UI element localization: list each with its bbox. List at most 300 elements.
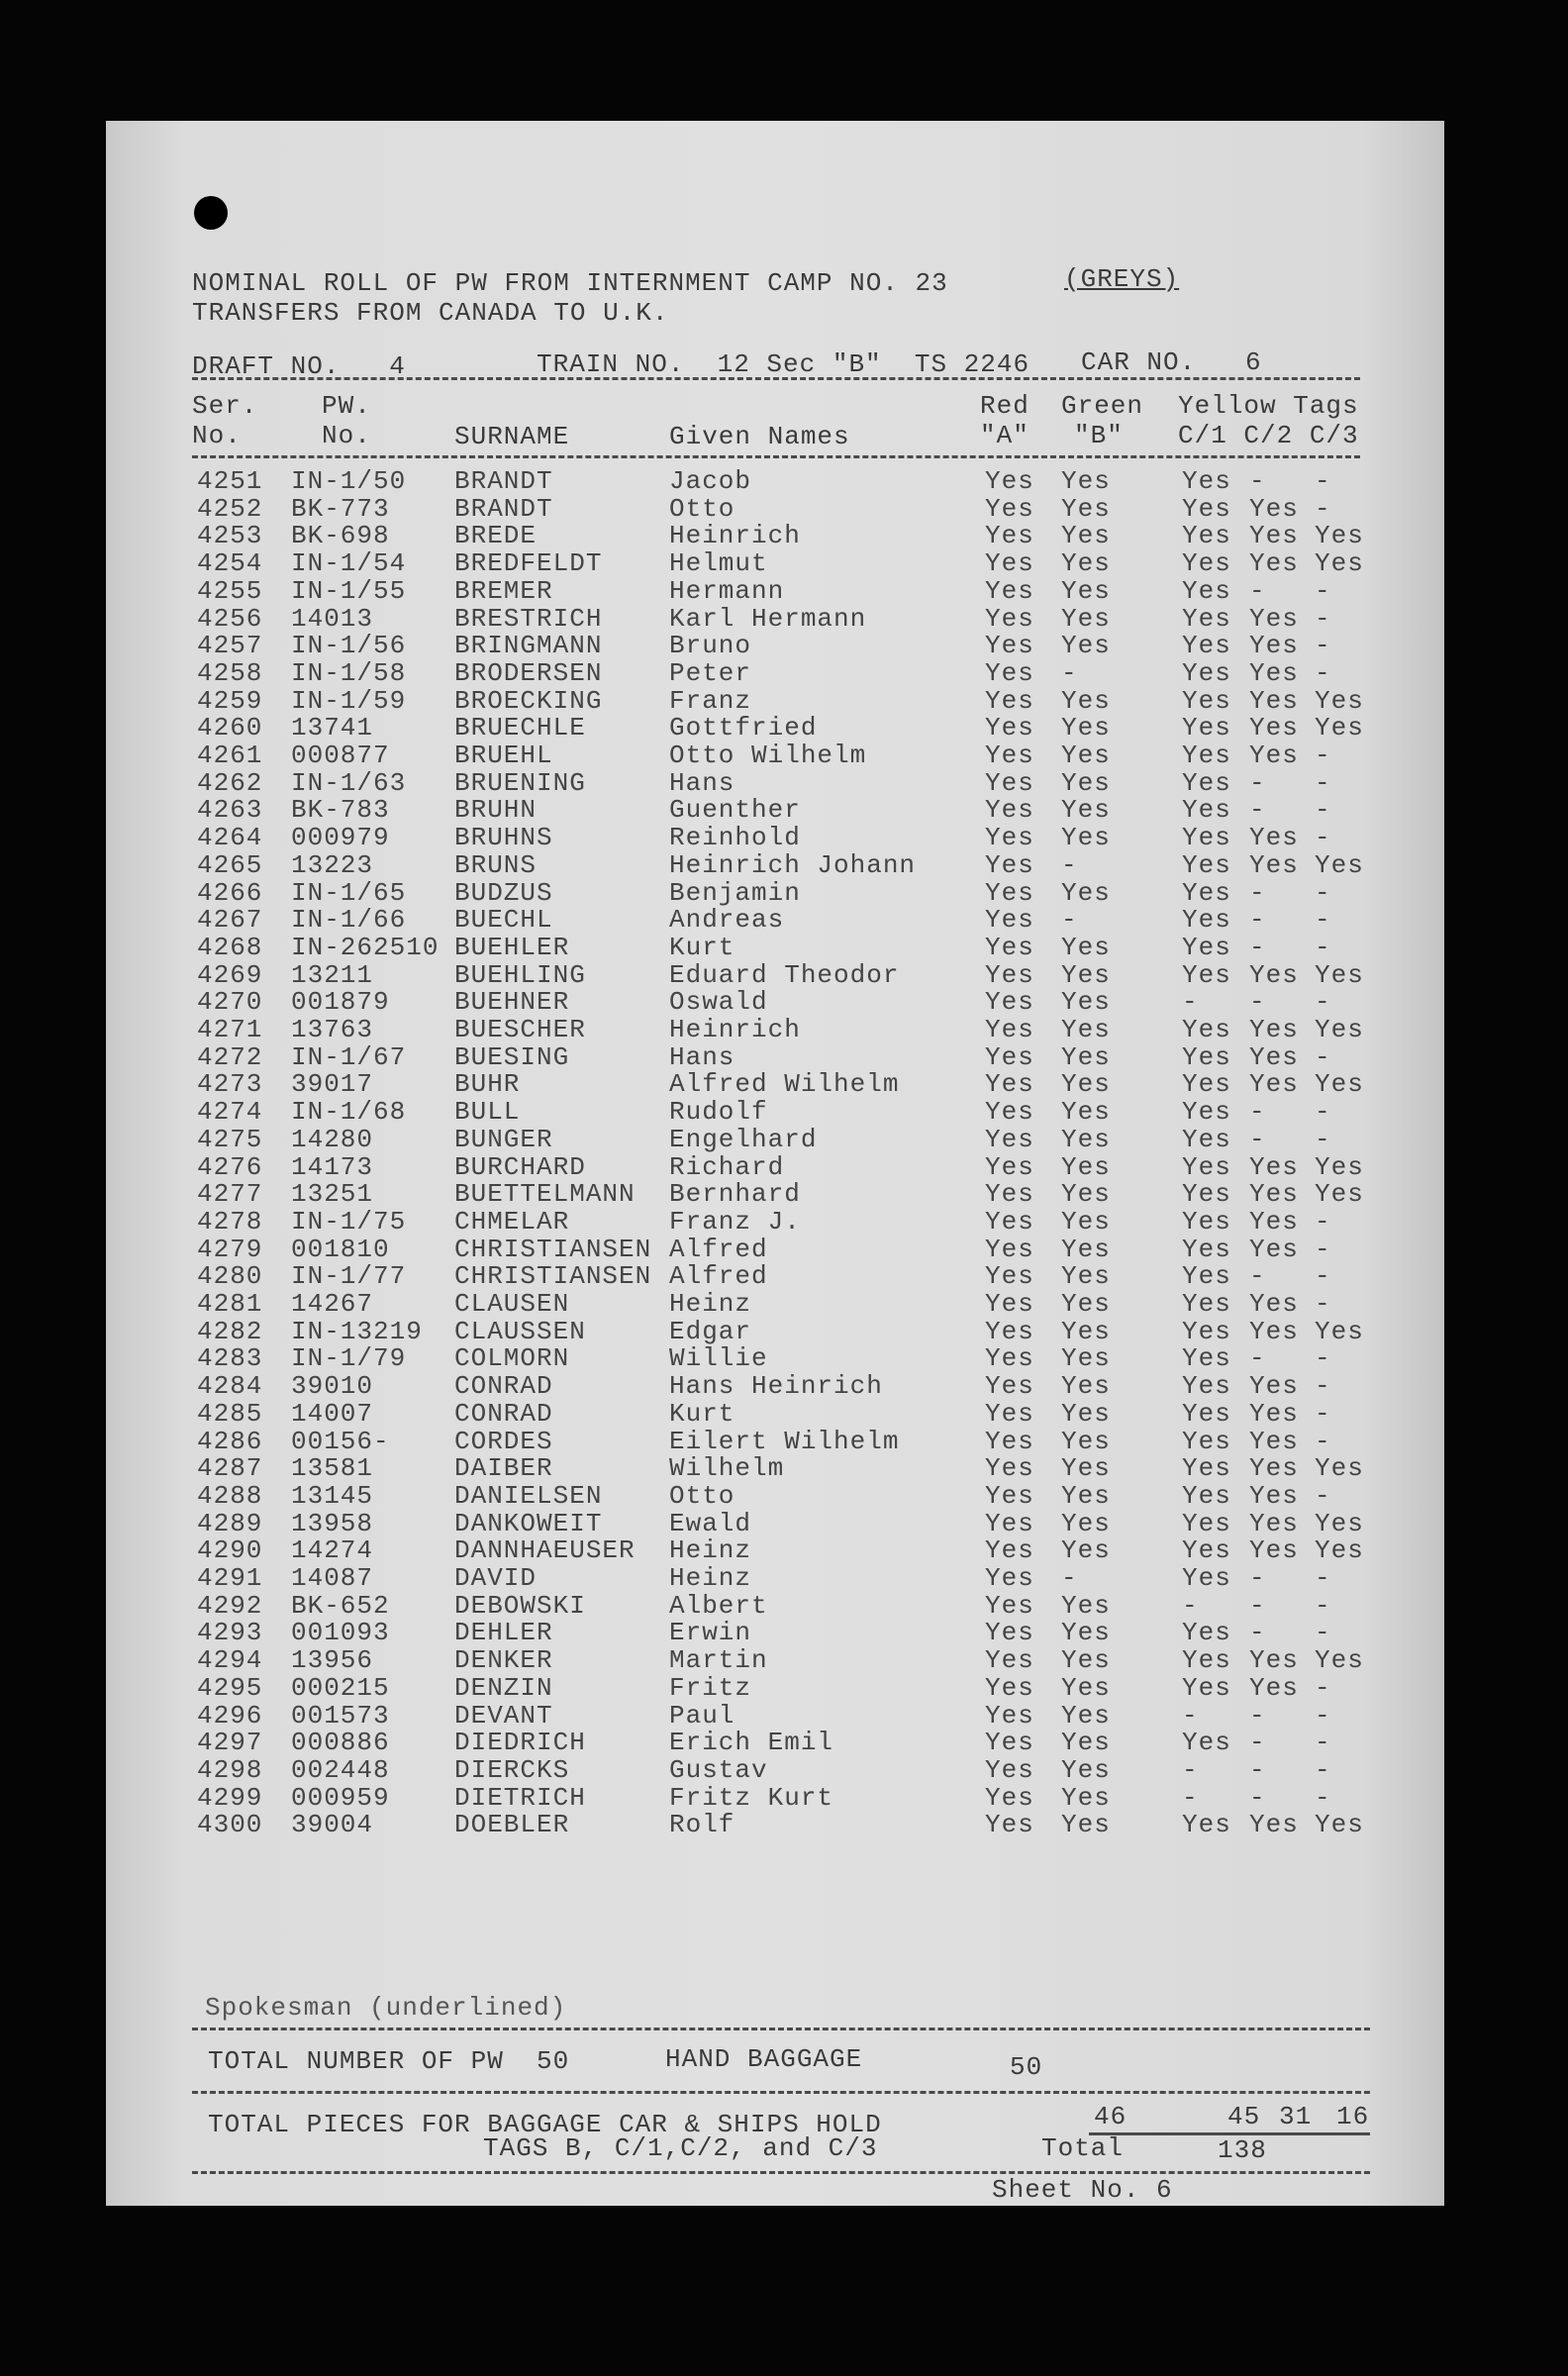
cell-pw-no: 14007 bbox=[291, 1398, 374, 1429]
cell-pw-no: BK-783 bbox=[291, 795, 390, 826]
cell-green-b: Yes bbox=[1061, 521, 1111, 551]
cell-red-a: Yes bbox=[985, 932, 1034, 962]
cell-red-a: Yes bbox=[985, 1151, 1034, 1182]
cell-green-b: - bbox=[1061, 905, 1078, 936]
cell-pw-no: 002448 bbox=[291, 1754, 390, 1785]
cell-green-b: Yes bbox=[1061, 1453, 1111, 1484]
cell-green-b: Yes bbox=[1061, 1069, 1111, 1100]
cell-red-a: Yes bbox=[985, 1124, 1034, 1154]
cell-surname: BRANDT bbox=[454, 493, 553, 524]
cell-surname: DEVANT bbox=[454, 1700, 553, 1731]
cell-ser-no: 4282 bbox=[197, 1316, 263, 1346]
cell-pw-no: 000979 bbox=[291, 823, 390, 853]
cell-pw-no: 39010 bbox=[291, 1371, 374, 1402]
cell-yellow-c3: - bbox=[1315, 767, 1331, 798]
tag-c1-total: 45 bbox=[1227, 2102, 1261, 2131]
cell-given-names: Heinz bbox=[669, 1535, 752, 1566]
cell-yellow-c3: Yes bbox=[1315, 1316, 1364, 1346]
cell-surname: BRANDT bbox=[454, 466, 553, 496]
cell-red-a: Yes bbox=[985, 1810, 1034, 1840]
cell-yellow-c1: Yes bbox=[1182, 1015, 1231, 1044]
cell-pw-no: 000959 bbox=[291, 1782, 390, 1813]
cell-green-b: Yes bbox=[1061, 1728, 1111, 1758]
cell-pw-no: IN-1/58 bbox=[291, 657, 407, 688]
cell-given-names: Wilhelm bbox=[669, 1453, 785, 1484]
cell-ser-no: 4276 bbox=[197, 1151, 263, 1182]
cell-yellow-c3: Yes bbox=[1315, 1151, 1364, 1182]
cell-red-a: Yes bbox=[985, 1754, 1034, 1785]
cell-red-a: Yes bbox=[985, 849, 1034, 880]
cell-pw-no: 000215 bbox=[291, 1672, 390, 1703]
cell-ser-no: 4287 bbox=[197, 1453, 263, 1484]
cell-given-names: Alfred bbox=[669, 1261, 768, 1292]
cell-surname: BRUNS bbox=[454, 849, 538, 880]
cell-pw-no: 14267 bbox=[291, 1289, 374, 1319]
cell-surname: BREMER bbox=[454, 575, 553, 606]
col-green-2: "B" bbox=[1074, 421, 1124, 450]
cell-ser-no: 4272 bbox=[197, 1041, 263, 1072]
cell-given-names: Paul bbox=[669, 1700, 735, 1731]
cell-given-names: Franz bbox=[669, 685, 752, 716]
cell-yellow-c3: - bbox=[1315, 1041, 1331, 1072]
total-pw-label: TOTAL NUMBER OF PW 50 bbox=[208, 2046, 570, 2076]
divider bbox=[192, 2171, 1370, 2174]
cell-ser-no: 4256 bbox=[197, 603, 263, 634]
cell-yellow-c1: - bbox=[1182, 1700, 1199, 1731]
divider bbox=[192, 377, 1360, 380]
cell-given-names: Fritz bbox=[669, 1672, 752, 1703]
cell-surname: DIERCKS bbox=[454, 1754, 570, 1785]
cell-yellow-c1: Yes bbox=[1182, 959, 1231, 990]
cell-yellow-c1: Yes bbox=[1182, 1261, 1231, 1292]
cell-given-names: Kurt bbox=[669, 1398, 735, 1429]
cell-yellow-c2: - bbox=[1249, 1754, 1266, 1785]
cell-surname: BRUENING bbox=[454, 767, 586, 798]
cell-yellow-c1: Yes bbox=[1182, 1316, 1231, 1346]
cell-yellow-c1: Yes bbox=[1182, 1672, 1231, 1703]
cell-given-names: Benjamin bbox=[669, 877, 801, 908]
cell-red-a: Yes bbox=[985, 905, 1034, 936]
cell-yellow-c2: Yes bbox=[1249, 1289, 1299, 1319]
cell-pw-no: 14013 bbox=[291, 603, 374, 634]
col-ser-2: No. bbox=[192, 421, 242, 450]
cell-yellow-c3: - bbox=[1315, 575, 1331, 606]
cell-green-b: Yes bbox=[1061, 1097, 1111, 1128]
cell-yellow-c2: Yes bbox=[1249, 1371, 1299, 1402]
cell-pw-no: 39017 bbox=[291, 1069, 374, 1100]
cell-yellow-c1: Yes bbox=[1182, 575, 1231, 606]
cell-yellow-c2: Yes bbox=[1249, 1069, 1299, 1100]
title-line-1: NOMINAL ROLL OF PW FROM INTERNMENT CAMP NO. 23 bbox=[192, 268, 948, 298]
cell-green-b: Yes bbox=[1061, 1645, 1111, 1676]
cell-pw-no: 13741 bbox=[291, 713, 374, 743]
cell-given-names: Engelhard bbox=[669, 1124, 818, 1154]
cell-given-names: Heinrich bbox=[669, 521, 801, 551]
cell-yellow-c2: Yes bbox=[1249, 741, 1299, 770]
total-label: Total bbox=[1041, 2133, 1125, 2163]
cell-green-b: Yes bbox=[1061, 1700, 1111, 1731]
cell-surname: BUHR bbox=[454, 1069, 521, 1100]
cell-surname: CONRAD bbox=[454, 1371, 553, 1402]
cell-surname: CORDES bbox=[454, 1426, 553, 1456]
cell-yellow-c2: - bbox=[1249, 1343, 1266, 1374]
cell-yellow-c3: Yes bbox=[1315, 1179, 1364, 1210]
cell-ser-no: 4277 bbox=[197, 1179, 263, 1210]
cell-surname: BREDE bbox=[454, 521, 538, 551]
cell-pw-no: IN-1/66 bbox=[291, 905, 407, 936]
cell-yellow-c2: Yes bbox=[1249, 657, 1299, 688]
cell-given-names: Alfred bbox=[669, 1234, 768, 1264]
cell-pw-no: IN-1/59 bbox=[291, 685, 407, 716]
cell-pw-no: 14274 bbox=[291, 1535, 374, 1566]
cell-given-names: Rolf bbox=[669, 1810, 735, 1840]
cell-ser-no: 4263 bbox=[197, 795, 263, 826]
cell-yellow-c3: Yes bbox=[1315, 1535, 1364, 1566]
cell-given-names: Willie bbox=[669, 1343, 768, 1374]
cell-ser-no: 4270 bbox=[197, 987, 263, 1018]
cell-green-b: - bbox=[1061, 657, 1078, 688]
cell-ser-no: 4266 bbox=[197, 877, 263, 908]
title-line-2: TRANSFERS FROM CANADA TO U.K. bbox=[192, 298, 669, 328]
cell-surname: CHRISTIANSEN bbox=[454, 1234, 652, 1264]
cell-surname: CONRAD bbox=[454, 1398, 553, 1429]
cell-pw-no: 001810 bbox=[291, 1234, 390, 1264]
cell-red-a: Yes bbox=[985, 1316, 1034, 1346]
cell-ser-no: 4297 bbox=[197, 1728, 263, 1758]
cell-surname: BUDZUS bbox=[454, 877, 553, 908]
cell-surname: DOEBLER bbox=[454, 1810, 570, 1840]
cell-surname: DEHLER bbox=[454, 1618, 553, 1648]
cell-yellow-c3: - bbox=[1315, 987, 1331, 1018]
cell-red-a: Yes bbox=[985, 1645, 1034, 1676]
cell-yellow-c2: - bbox=[1249, 1782, 1266, 1813]
cell-ser-no: 4251 bbox=[197, 466, 263, 496]
cell-yellow-c3: - bbox=[1315, 1480, 1331, 1511]
cell-red-a: Yes bbox=[985, 1015, 1034, 1044]
cell-pw-no: 13956 bbox=[291, 1645, 374, 1676]
cell-yellow-c2: Yes bbox=[1249, 1015, 1299, 1044]
cell-yellow-c1: Yes bbox=[1182, 932, 1231, 962]
cell-red-a: Yes bbox=[985, 575, 1034, 606]
cell-surname: CHRISTIANSEN bbox=[454, 1261, 652, 1292]
cell-red-a: Yes bbox=[985, 1508, 1034, 1538]
cell-pw-no: 39004 bbox=[291, 1810, 374, 1840]
cell-yellow-c3: - bbox=[1315, 466, 1331, 496]
group-label: (GREYS) bbox=[1064, 264, 1180, 294]
col-red-2: "A" bbox=[980, 421, 1029, 450]
cell-given-names: Edgar bbox=[669, 1316, 752, 1346]
cell-green-b: Yes bbox=[1061, 1015, 1111, 1044]
cell-yellow-c2: Yes bbox=[1249, 1206, 1299, 1237]
car-number: CAR NO. 6 bbox=[1081, 347, 1262, 377]
cell-given-names: Otto bbox=[669, 1480, 735, 1511]
train-number: TRAIN NO. 12 Sec "B" TS 2246 bbox=[537, 349, 1030, 379]
cell-given-names: Otto Wilhelm bbox=[669, 741, 867, 770]
cell-yellow-c2: Yes bbox=[1249, 493, 1299, 524]
cell-red-a: Yes bbox=[985, 631, 1034, 661]
cell-red-a: Yes bbox=[985, 1261, 1034, 1292]
cell-red-a: Yes bbox=[985, 795, 1034, 826]
cell-given-names: Alfred Wilhelm bbox=[669, 1069, 900, 1100]
cell-yellow-c1: Yes bbox=[1182, 548, 1231, 579]
cell-yellow-c3: - bbox=[1315, 877, 1331, 908]
cell-ser-no: 4294 bbox=[197, 1645, 263, 1676]
cell-green-b: Yes bbox=[1061, 1618, 1111, 1648]
cell-red-a: Yes bbox=[985, 1289, 1034, 1319]
tag-c2-total: 31 bbox=[1279, 2102, 1313, 2131]
cell-pw-no: 001573 bbox=[291, 1700, 390, 1731]
cell-given-names: Eduard Theodor bbox=[669, 959, 900, 990]
cell-yellow-c1: Yes bbox=[1182, 1480, 1231, 1511]
cell-yellow-c3: - bbox=[1315, 1672, 1331, 1703]
cell-yellow-c3: Yes bbox=[1315, 521, 1364, 551]
total-value: 138 bbox=[1218, 2135, 1267, 2165]
cell-ser-no: 4295 bbox=[197, 1672, 263, 1703]
cell-given-names: Hans bbox=[669, 767, 735, 798]
cell-yellow-c1: Yes bbox=[1182, 1069, 1231, 1100]
cell-red-a: Yes bbox=[985, 1782, 1034, 1813]
cell-pw-no: 14280 bbox=[291, 1124, 374, 1154]
cell-given-names: Franz J. bbox=[669, 1206, 801, 1237]
cell-given-names: Heinz bbox=[669, 1289, 752, 1319]
hand-baggage-label: HAND BAGGAGE bbox=[665, 2044, 863, 2074]
cell-yellow-c2: Yes bbox=[1249, 548, 1299, 579]
cell-surname: BRODERSEN bbox=[454, 657, 603, 688]
cell-red-a: Yes bbox=[985, 741, 1034, 770]
cell-red-a: Yes bbox=[985, 493, 1034, 524]
cell-pw-no: 13763 bbox=[291, 1015, 374, 1044]
cell-yellow-c2: Yes bbox=[1249, 1453, 1299, 1484]
col-given-names: Given Names bbox=[669, 422, 850, 451]
col-red-1: Red bbox=[980, 391, 1029, 421]
cell-pw-no: BK-652 bbox=[291, 1590, 390, 1621]
cell-yellow-c3: - bbox=[1315, 1728, 1331, 1758]
cell-yellow-c3: - bbox=[1315, 631, 1331, 661]
cell-yellow-c2: Yes bbox=[1249, 1535, 1299, 1566]
cell-surname: DAIBER bbox=[454, 1453, 553, 1484]
cell-ser-no: 4281 bbox=[197, 1289, 263, 1319]
cell-yellow-c2: - bbox=[1249, 1124, 1266, 1154]
cell-red-a: Yes bbox=[985, 685, 1034, 716]
cell-pw-no: 00156- bbox=[291, 1426, 390, 1456]
cell-green-b: Yes bbox=[1061, 685, 1111, 716]
cell-given-names: Albert bbox=[669, 1590, 768, 1621]
cell-given-names: Bernhard bbox=[669, 1179, 801, 1210]
cell-pw-no: 13211 bbox=[291, 959, 374, 990]
cell-surname: BRESTRICH bbox=[454, 603, 603, 634]
cell-given-names: Andreas bbox=[669, 905, 785, 936]
cell-ser-no: 4264 bbox=[197, 823, 263, 853]
cell-yellow-c1: Yes bbox=[1182, 795, 1231, 826]
cell-yellow-c2: Yes bbox=[1249, 1810, 1299, 1840]
cell-yellow-c1: Yes bbox=[1182, 631, 1231, 661]
cell-surname: DANIELSEN bbox=[454, 1480, 603, 1511]
cell-surname: BROECKING bbox=[454, 685, 603, 716]
cell-ser-no: 4252 bbox=[197, 493, 263, 524]
cell-yellow-c1: Yes bbox=[1182, 1151, 1231, 1182]
cell-pw-no: 000886 bbox=[291, 1728, 390, 1758]
cell-yellow-c3: - bbox=[1315, 1371, 1331, 1402]
cell-yellow-c3: - bbox=[1315, 905, 1331, 936]
cell-green-b: Yes bbox=[1061, 1124, 1111, 1154]
cell-surname: BUECHL bbox=[454, 905, 553, 936]
cell-yellow-c1: Yes bbox=[1182, 685, 1231, 716]
cell-yellow-c1: Yes bbox=[1182, 521, 1231, 551]
cell-given-names: Reinhold bbox=[669, 823, 801, 853]
cell-yellow-c3: - bbox=[1315, 1700, 1331, 1731]
cell-green-b: Yes bbox=[1061, 1041, 1111, 1072]
cell-ser-no: 4296 bbox=[197, 1700, 263, 1731]
cell-yellow-c2: Yes bbox=[1249, 1426, 1299, 1456]
cell-ser-no: 4275 bbox=[197, 1124, 263, 1154]
cell-ser-no: 4286 bbox=[197, 1426, 263, 1456]
cell-yellow-c3: - bbox=[1315, 1097, 1331, 1128]
col-green-1: Green bbox=[1061, 391, 1144, 421]
cell-red-a: Yes bbox=[985, 877, 1034, 908]
cell-green-b: Yes bbox=[1061, 1151, 1111, 1182]
tags-label: TAGS B, C/1,C/2, and C/3 bbox=[483, 2133, 878, 2163]
cell-yellow-c3: Yes bbox=[1315, 1508, 1364, 1538]
col-yellow-1: Yellow Tags bbox=[1178, 391, 1359, 421]
cell-pw-no: 000877 bbox=[291, 741, 390, 770]
cell-yellow-c1: Yes bbox=[1182, 1343, 1231, 1374]
cell-green-b: Yes bbox=[1061, 823, 1111, 853]
col-surname: SURNAME bbox=[454, 422, 570, 451]
cell-red-a: Yes bbox=[985, 1041, 1034, 1072]
cell-given-names: Martin bbox=[669, 1645, 768, 1676]
cell-yellow-c2: Yes bbox=[1249, 1480, 1299, 1511]
cell-yellow-c3: Yes bbox=[1315, 1015, 1364, 1044]
draft-number: DRAFT NO. 4 bbox=[192, 351, 406, 381]
cell-given-names: Erwin bbox=[669, 1618, 752, 1648]
cell-yellow-c1: Yes bbox=[1182, 1179, 1231, 1210]
cell-ser-no: 4265 bbox=[197, 849, 263, 880]
cell-green-b: Yes bbox=[1061, 466, 1111, 496]
cell-green-b: Yes bbox=[1061, 987, 1111, 1018]
cell-green-b: Yes bbox=[1061, 1234, 1111, 1264]
col-pw-1: PW. bbox=[322, 391, 371, 421]
cell-ser-no: 4260 bbox=[197, 713, 263, 743]
cell-given-names: Oswald bbox=[669, 987, 768, 1018]
cell-yellow-c2: - bbox=[1249, 795, 1266, 826]
cell-pw-no: 13581 bbox=[291, 1453, 374, 1484]
cell-ser-no: 4280 bbox=[197, 1261, 263, 1292]
cell-green-b: Yes bbox=[1061, 548, 1111, 579]
cell-surname: COLMORN bbox=[454, 1343, 570, 1374]
cell-pw-no: IN-1/54 bbox=[291, 548, 407, 579]
cell-green-b: Yes bbox=[1061, 795, 1111, 826]
col-ser-1: Ser. bbox=[192, 391, 258, 421]
cell-yellow-c2: - bbox=[1249, 1261, 1266, 1292]
cell-yellow-c2: Yes bbox=[1249, 1041, 1299, 1072]
cell-green-b: Yes bbox=[1061, 493, 1111, 524]
cell-red-a: Yes bbox=[985, 1426, 1034, 1456]
cell-surname: BRUHNS bbox=[454, 823, 553, 853]
cell-yellow-c3: - bbox=[1315, 657, 1331, 688]
cell-red-a: Yes bbox=[985, 603, 1034, 634]
cell-surname: DENZIN bbox=[454, 1672, 553, 1703]
cell-yellow-c3: - bbox=[1315, 493, 1331, 524]
cell-given-names: Rudolf bbox=[669, 1097, 768, 1128]
cell-given-names: Karl Hermann bbox=[669, 603, 867, 634]
cell-ser-no: 4255 bbox=[197, 575, 263, 606]
cell-pw-no: 001093 bbox=[291, 1618, 390, 1648]
cell-yellow-c2: Yes bbox=[1249, 1179, 1299, 1210]
cell-pw-no: BK-698 bbox=[291, 521, 390, 551]
cell-yellow-c2: Yes bbox=[1249, 1672, 1299, 1703]
cell-surname: DANNHAEUSER bbox=[454, 1535, 636, 1566]
cell-surname: BRINGMANN bbox=[454, 631, 603, 661]
cell-green-b: Yes bbox=[1061, 1535, 1111, 1566]
cell-yellow-c2: - bbox=[1249, 1097, 1266, 1128]
divider bbox=[192, 2091, 1370, 2094]
cell-given-names: Bruno bbox=[669, 631, 752, 661]
cell-yellow-c3: - bbox=[1315, 1590, 1331, 1621]
cell-surname: BUESCHER bbox=[454, 1015, 586, 1044]
cell-red-a: Yes bbox=[985, 1343, 1034, 1374]
cell-given-names: Richard bbox=[669, 1151, 785, 1182]
cell-yellow-c2: Yes bbox=[1249, 685, 1299, 716]
cell-pw-no: IN-13219 bbox=[291, 1316, 423, 1346]
cell-green-b: Yes bbox=[1061, 1810, 1111, 1840]
cell-yellow-c2: - bbox=[1249, 877, 1266, 908]
cell-green-b: Yes bbox=[1061, 877, 1111, 908]
cell-yellow-c1: Yes bbox=[1182, 767, 1231, 798]
cell-yellow-c3: - bbox=[1315, 1398, 1331, 1429]
cell-yellow-c2: - bbox=[1249, 575, 1266, 606]
cell-yellow-c1: Yes bbox=[1182, 466, 1231, 496]
cell-ser-no: 4299 bbox=[197, 1782, 263, 1813]
cell-green-b: Yes bbox=[1061, 1590, 1111, 1621]
cell-ser-no: 4268 bbox=[197, 932, 263, 962]
cell-yellow-c2: Yes bbox=[1249, 1234, 1299, 1264]
cell-red-a: Yes bbox=[985, 1097, 1034, 1128]
cell-given-names: Helmut bbox=[669, 548, 768, 579]
cell-ser-no: 4254 bbox=[197, 548, 263, 579]
cell-ser-no: 4298 bbox=[197, 1754, 263, 1785]
cell-yellow-c2: Yes bbox=[1249, 603, 1299, 634]
cell-red-a: Yes bbox=[985, 1480, 1034, 1511]
cell-surname: BRUEHL bbox=[454, 741, 553, 770]
cell-surname: CLAUSSEN bbox=[454, 1316, 586, 1346]
spokesman-note: Spokesman (underlined) bbox=[205, 1993, 567, 2023]
cell-red-a: Yes bbox=[985, 1672, 1034, 1703]
cell-green-b: Yes bbox=[1061, 1179, 1111, 1210]
cell-red-a: Yes bbox=[985, 987, 1034, 1018]
cell-ser-no: 4288 bbox=[197, 1480, 263, 1511]
cell-red-a: Yes bbox=[985, 767, 1034, 798]
cell-surname: DAVID bbox=[454, 1563, 538, 1593]
cell-given-names: Fritz Kurt bbox=[669, 1782, 834, 1813]
cell-ser-no: 4261 bbox=[197, 741, 263, 770]
cell-yellow-c2: - bbox=[1249, 466, 1266, 496]
cell-yellow-c3: Yes bbox=[1315, 1645, 1364, 1676]
cell-pw-no: IN-1/68 bbox=[291, 1097, 407, 1128]
cell-red-a: Yes bbox=[985, 521, 1034, 551]
cell-pw-no: 14173 bbox=[291, 1151, 374, 1182]
total-pieces-label: TOTAL PIECES FOR BAGGAGE CAR & SHIPS HOLD bbox=[208, 2110, 882, 2139]
cell-yellow-c1: Yes bbox=[1182, 1645, 1231, 1676]
cell-pw-no: IN-262510 bbox=[291, 932, 440, 962]
cell-red-a: Yes bbox=[985, 466, 1034, 496]
cell-yellow-c3: - bbox=[1315, 1754, 1331, 1785]
cell-yellow-c3: - bbox=[1315, 932, 1331, 962]
cell-yellow-c3: Yes bbox=[1315, 1810, 1364, 1840]
cell-yellow-c3: - bbox=[1315, 1426, 1331, 1456]
cell-yellow-c3: Yes bbox=[1315, 959, 1364, 990]
cell-ser-no: 4278 bbox=[197, 1206, 263, 1237]
cell-yellow-c1: Yes bbox=[1182, 1097, 1231, 1128]
